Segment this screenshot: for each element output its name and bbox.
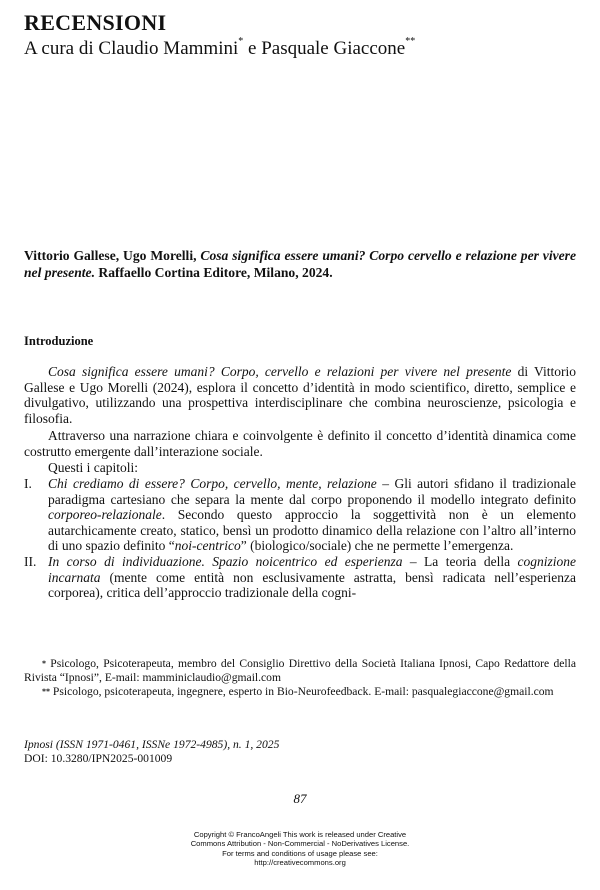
copyright-line: Copyright © FrancoAngeli This work is released under Creative xyxy=(193,830,407,839)
page-number: 87 xyxy=(293,791,307,806)
intro-paragraph-2 xyxy=(24,428,576,459)
intro-p3-text: Questi i capitoli: xyxy=(48,460,138,475)
footnotes xyxy=(24,657,576,699)
book-authors: Vittorio Gallese, Ugo Morelli, xyxy=(24,248,197,263)
chapter-text: ” (biologico/sociale) che ne permette l’emergenza. xyxy=(240,538,514,554)
chapter-text: (mente come entità non esclusivamente astratta, bensì radicata nell’esperienza corporea), critica dell’approccio tradizionale della cogni- xyxy=(48,569,576,601)
footnote-1 xyxy=(24,657,576,685)
chapter-emphasis: cognizione incarnata xyxy=(48,553,576,585)
chapter-emphasis: corporeo-relazionale xyxy=(48,507,162,523)
chapter-item xyxy=(24,476,576,554)
footnote-mark: * xyxy=(42,659,46,668)
intro-p2-text: Attraverso una narrazione chiara e coinvolgente è definito il concetto d’identità dinamica come costrutto emergente dall’interazione sociale. xyxy=(24,428,576,459)
book-reference xyxy=(24,247,576,281)
intro-paragraph-3 xyxy=(24,460,576,476)
chapter-item xyxy=(24,554,576,601)
journal-info xyxy=(24,738,279,766)
intro-p1-text: di Vittorio Gallese e Ugo Morelli (2024), esplora il concetto d’identità in modo scientifico, diretto, semplice e divulgativo, utilizzando una prospettiva interdisciplinare che combina neuroscienze, psicologia e filosofia. xyxy=(24,364,576,426)
curators-mid: e Pasquale Giaccone xyxy=(243,38,406,59)
copyright-notice xyxy=(0,830,600,868)
journal-doi[interactable]: DOI: 10.3280/IPN2025-001009 xyxy=(24,752,173,765)
chapter-number: II. xyxy=(24,553,37,569)
copyright-line: Commons Attribution - Non-Commercial - NoDerivatives License. xyxy=(190,839,410,849)
curators-line xyxy=(24,38,415,60)
footnote-ref-1[interactable]: * xyxy=(238,36,244,47)
chapter-title: In corso di individuazione. Spazio noicentrico ed esperienza xyxy=(48,553,403,569)
copyright-line: For terms and conditions of usage please see: xyxy=(222,848,378,858)
chapter-list xyxy=(24,476,576,601)
chapter-title: Chi crediamo di essere? Corpo, cervello, mente, relazione xyxy=(48,476,377,491)
footnote-2 xyxy=(24,685,576,699)
intro-p1-title: Cosa significa essere umani? Corpo, cervello e relazioni per vivere nel presente xyxy=(48,364,512,379)
book-publisher: Raffaello Cortina Editore, Milano, 2024. xyxy=(98,265,333,280)
intro-paragraph-1 xyxy=(24,364,576,426)
chapter-number: I. xyxy=(24,476,32,491)
book-title: Cosa significa essere umani? Corpo cervello e relazione per vivere nel presente. xyxy=(24,248,577,280)
footnote-ref-2[interactable]: ** xyxy=(405,36,416,47)
chapter-emphasis: noi-centrico xyxy=(174,538,241,554)
section-title: RECENSIONI xyxy=(24,10,167,35)
journal-citation-text: Ipnosi (ISSN 1971-0461, ISSNe 1972-4985), n. 1, 2025 xyxy=(24,738,280,751)
copyright-link[interactable]: http://creativecommons.org xyxy=(254,858,346,868)
footnote-text: Psicologo, psicoterapeuta, ingegnere, esperto in Bio-Neurofeedback. E-mail: pasqualegiaccone@gmail.com xyxy=(50,685,554,698)
footnote-mark: ** xyxy=(42,687,50,696)
chapter-text: – La teoria della xyxy=(402,553,518,569)
footnote-text: Psicologo, Psicoterapeuta, membro del Consiglio Direttivo della Società Italiana Ipnosi, Capo Redattore della Rivista “Ipnosi”, E-mail: mamminiclaudio@gmail.com xyxy=(24,657,576,684)
chapter-text: – Gli autori sfidano il tradizionale paradigma cartesiano che separa la mente dal corpo proponendo il modello integrato definito xyxy=(48,476,577,507)
intro-heading: Introduzione xyxy=(24,334,94,348)
chapter-text: . Secondo questo approccio la soggettività non è un elemento autarchicamente creato, statico, bensì un prodotto dinamico della relazione con l’altro all’interno di uno spazio definito “ xyxy=(48,507,576,554)
journal-citation xyxy=(24,738,279,752)
curators-prefix: A cura di Claudio Mammini xyxy=(24,38,239,59)
